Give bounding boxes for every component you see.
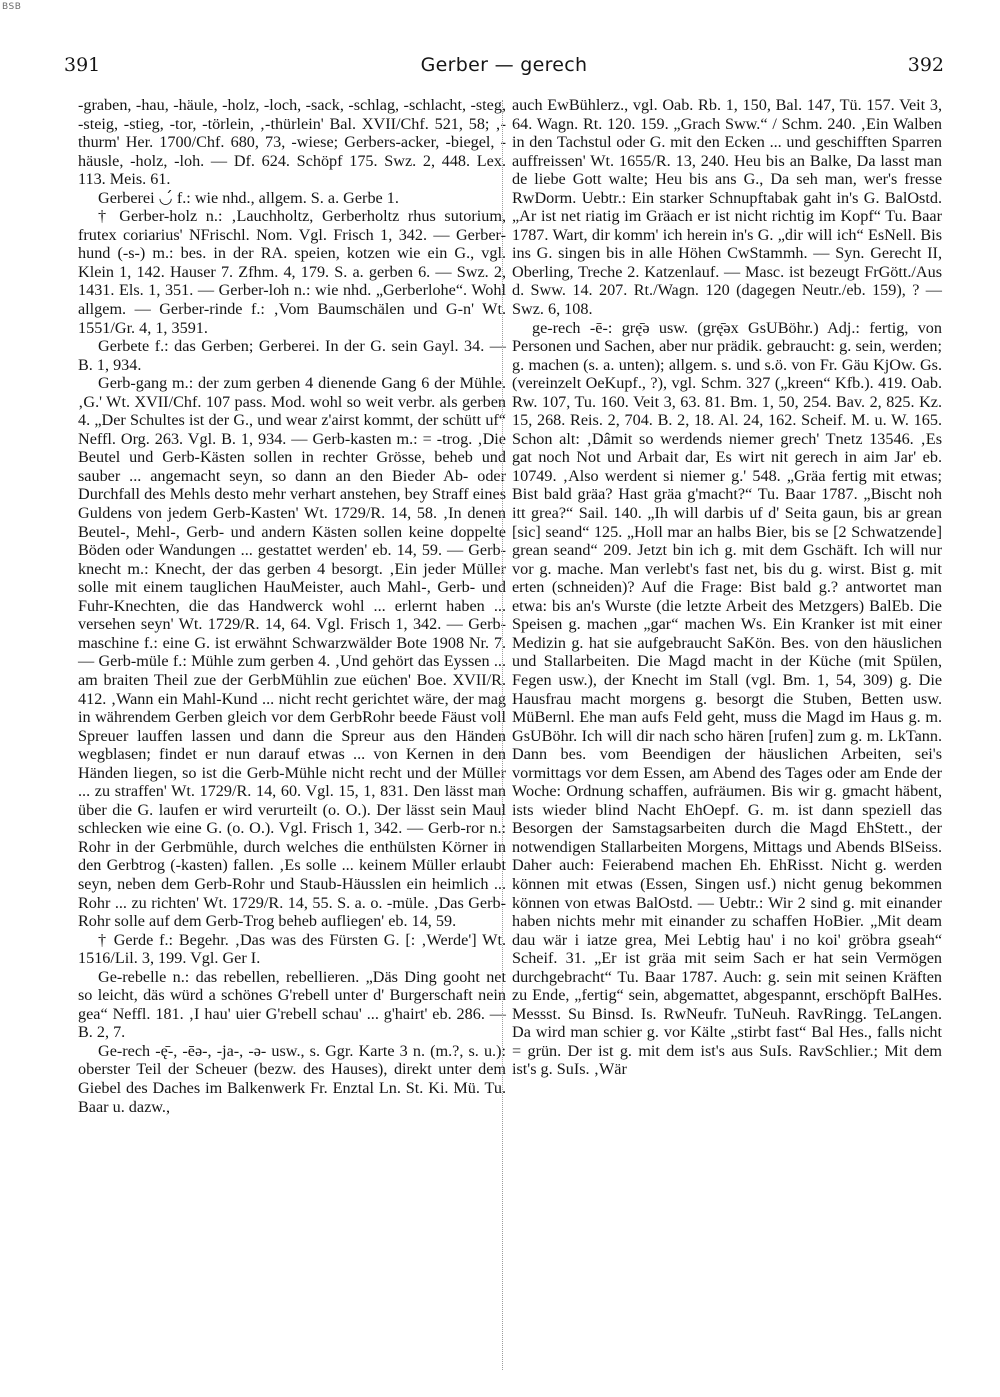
dictionary-entry: ge-rech -ē-: grę̄ə usw. (grę̄əx GsUBöhr.) Adj.: fertig, von Personen und Sachen, aber nur prädik. gebraucht: g. sein, werden; g. machen (s. a. unten); allgem. s. und s.ö. von Fr. Gäu KjOw. Gs. (vereinzelt OeKupf., ?), vgl. Schm. 327 („kreen“ Kfb.). 419. Oab. Rw. 107, Tu. 160. Veit 3, 63. 81. Bm. 1, 50, 254. Bav. 2, 825. Kz. 15, 268. Reis. 2, 704. B. 2, 18. Al. 24, 162. Scheif. M. u. W. 165. Schon alt: ‚Dâmit so werdends niemer grech' Tnetz 13546. ‚Es gat noch Not und Arbait dar, Es wirt nit gerech in aim Jar' eb. 10749. ‚Also werdent si niemer g.' 548. „Gräa fertig mit etwas; Bist bald gräa? Hast gräa g'macht?“ Tu. Baar 1787. „Bischt noh itt grea?“ Sail. 140. „Ih will darbis uf d' Seita gaun, bis ar grean [sic] seand“ 125. „Holl mar an halbs Bier, bis se [2 Schwatzende] grean seand“ 209. Jetzt bin ich g. mit dem Gschäft. Ich will nur vor g. mache. Man verlebt's fast net, bis du g. wirst. Bist g. mit erten (schneiden)? Auf die Frage: Bist bald g.? antwortet man etwa: bis an's Wurste (die letzte Arbeit des Metzgers) BalEb. Die Speisen g. machen „gar“ machen Ws. Ein Kranker ist mit einer Medizin g. hat sie aufgebraucht SaKön. Bes. von den häuslichen und Stallarbeiten. Die Magd macht in der Küche (mit Spülen, Fegen usw.), der Knecht im Stall (vgl. Bm. 1, 54, 309) g. Die Hausfrau macht morgens g. besorgt die Stuben, Betten usw. MüBernl. Ehe man aufs Feld geht, muss die Magd im Haus g. m. GsUBöhr. Ich will dir nach scho hären [rufen] zum g. m. LkTann. Dann bes. vom Beendigen der häuslichen Arbeiten, sei's vormittags vor dem Essen, am Abend des Tages oder am Ende der Woche: Ordnung schaffen, aufräumen. Bis wir g. gmacht häbent, ists wieder blind Nacht EhOepf. G. m. ist dann speziell das Besorgen der Samstagsarbeiten durch die Magd EhStett., der notwendigen Stallarbeiten Morgens, Mittags und Abends BlSeiss. Daher auch: Feierabend machen Eh. EhRisst. Nicht g. werden können mit etwas (Essen, Singen usf.) nicht genug bekommen können von etwas BalOstd. — Uebtr.: Wir 2 sind g. mit einander haben nichts mehr mit einander zu schaffen HoBier. „Mit deam dau wär i iatze grea, Mei Lebtig hau' i no koi' gröbra gseah“ Scheif. 31. „Er ist gräa mit seim Sach er hat sein Vermögen durchgebracht“ Tu. Baar 1787. Auch: g. sein mit seinen Kräften zu Ende, „fertig“ sein, abgemattet, abgespannt, erschöpft BalHes. Messst. Su Binsd. Is. RwNeufr. TuNeuh. RavRingg. TeLangen. Da wird man schier g. vor Kälte „stirbt fast“ Bal Hes., falls nicht = grün. Der ist g. mit dem ist's aus SuIs. RavSchlier.; Mit dem ist's g. SuIs. ‚Wär: [512, 318, 942, 1079]
dictionary-entry: Ge-rech -ę̄-, -ēə-, -ja-, -ə- usw., s. Ggr. Karte 3 n. (m.?, s. u.): oberster Teil der Scheuer (bezw. des Hauses), direkt unter dem Giebel des Daches im Balkenwerk Fr. Enztal Ln. St. Ki. Mü. Tu. Baar u. dazw.,: [78, 1041, 506, 1116]
dictionary-entry: Gerb-gang m.: der zum gerben 4 dienende Gang 6 der Mühle. ‚G.' Wt. XVII/Chf. 107 pass. Mod. wohl so weit verbr. als gerben 4. „Der Schultes ist der G., und wear z'airst kommt, der schütt uf“ Neffl. Org. 263. Vgl. B. 1, 934. — Gerb-kasten m.: = -trog. ‚Die Beutel und Gerb-Kästen sollen in rechter Grösse, beheb und sauber ... angemacht seyn, so dann an den Bieder Ab- oder Durchfall des Mehls desto mehr verhart anstehen, bey Straff eines Guldens von jedem Gerb-Kasten' Wt. 1729/R. 14, 58. ‚In denen Beutel-, Mehl-, Gerb- und andern Kästen sollen keine doppelte Böden oder Wandungen ... gestattet werden' eb. 14, 59. — Gerb-knecht m.: Knecht, der das gerben 4 besorgt. ‚Ein jeder Müller solle mit einem tauglichen HauMeister, auch Mahl-, Gerb- und Fuhr-Knechten, die das Handwerck wohl ... erlernt haben ... versehen seyn' Wt. 1729/R. 14, 64. Vgl. Frisch 1, 342. — Gerb-maschine f.: eine G. ist erwähnt Schwarzwälder Bote 1908 Nr. 7. — Gerb-müle f.: Mühle zum gerben 4. ‚Und gehört das Eyssen ... am braiten Theil zue der GerbMühlin zue eüchen' Boe. XVII/R. 412. ‚Wann ein Mahl-Kund ... nicht recht gerichtet wäre, der mag in währendem Gerben gleich vor dem GerbRohr beede Fäust voll Spreuer lauffen lassen und dann die Spreur aus den Händen wegblasen; findet er nun darauf etwas ... von Kernen in den Händen liegen, so ist die Gerb-Mühle nicht recht und der Müller ... zu straffen' Wt. 1729/R. 14, 60. Vgl. 15, 1, 831. Den lässt man über die G. laufen er wird verurteilt (o. O.). Der lässt sein Maul schlecken wie eine G. (o. O.). Vgl. Frisch 1, 342. — Gerb-ror n.: Rohr in der Gerbmühle, durch welches die enthülsten Körner in den Gerbtrog (-kasten) fallen. ‚Es solle ... keinem Müller erlaubt seyn, neben dem Gerb-Rohr und Staub-Häusslen ein heimlich ... Rohr ... zu richten' Wt. 1729/R. 14, 55. S. a. o. -müle. ‚Das Gerb-Rohr solle auf dem Gerb-Trog beheb aufliegen' eb. 14, 59.: [78, 374, 506, 931]
column-divider: [502, 100, 503, 1370]
page-number-right: 392: [907, 54, 944, 76]
right-column: [512, 96, 942, 1079]
dictionary-entry: Gerbete f.: das Gerben; Gerberei. In der G. sein Gayl. 34. — B. 1, 934.: [78, 337, 506, 374]
library-watermark: BSB: [2, 2, 22, 12]
dictionary-entry: Gerberei ◡́ f.: wie nhd., allgem. S. a. Gerbe 1.: [98, 188, 399, 207]
page-header: [64, 54, 944, 86]
page-number-left: 391: [64, 54, 101, 76]
dictionary-entry: † Gerber-holz n.: ‚Lauchholtz, Gerberholtz rhus sutorium, frutex coriarius' NFrischl. Nom. Vgl. Frisch 1, 342. — Gerber-hund (-s-) m.: bes. in der RA. speien, kotzen wie ein G., vgl. Klein 1, 142. Hauser 7. Zfhm. 4, 179. S. a. gerben 6. — Swz. 2, 1431. Els. 1, 351. — Gerber-loh n.: wie nhd. „Gerberlohe“. Wohl allgem. — Gerber-rinde f.: ‚Vom Baumschälen und G-n' Wt. 1551/Gr. 4, 1, 3591.: [78, 207, 506, 337]
running-head: Gerber — gerech: [420, 54, 588, 76]
dictionary-entry: Ge-rebelle n.: das rebellen, rebellieren. „Däs Ding gooht net so leicht, däs würd a schönes G'rebell unter d' Burgerschaft nein gea“ Neffl. 181. ‚I hau' uier G'rebell schau' ... g'hairt' eb. 286. — B. 2, 7.: [78, 967, 506, 1042]
left-column: [78, 96, 506, 1116]
dictionary-entry: † Gerde f.: Begehr. ‚Das was des Fürsten G. [: ‚Werde'] Wt. 1516/Lil. 3, 199. Vgl. Ger I.: [78, 930, 506, 968]
entry-continuation: -graben, -hau, -häule, -holz, -loch, -sack, -schlag, -schlacht, -steg, -steig, -stieg, -tor, -törlein, ‚-thürlein' Bal. XVII/Chf. 521, 58; ‚-thurm' Her. 1700/Chf. 680, 73, -wiese; Gerbers-acker, -biegel, -häusle, -holz, -loh. — Df. 624. Schöpf 175. Swz. 2, 448. Lex. 113. Meis. 61.: [78, 96, 506, 189]
entry-continuation: auch EwBühlerz., vgl. Oab. Rb. 1, 150, Bal. 147, Tü. 157. Veit 3, 64. Wagn. Rt. 120. 159. „Grach Sww.“ / Schm. 240. ‚Ein Walben in den Tachstul oder G. mit den Ecken ... und geschifften Sparren auffreissen' Wt. 1655/R. 13, 240. Heu bis an Balke, Da lasst man de liebe Gott walte; Heu bis ans G., Da seh man, wer's fresse RwDorm. Uebtr.: Ein starker Schnupftabak gaht in's G. BalOstd. „Ar ist net riatig im Gräach er ist nicht richtig im Kopf“ Tu. Baar 1787. Wart, dir komm' ich herein in's G. „dir will ich“ EsNell. Bis ins G. singen bis in alle Höhen CwStammh. — Syn. Gerecht II, Oberling, Treche 2. Katzenlauf. — Masc. ist bezeugt FrGött./Aus d. Sww. 14. 207. Rt./Wagn. 120 (dagegen Neutr./eb. 159), ? — Swz. 6, 108.: [512, 96, 942, 319]
